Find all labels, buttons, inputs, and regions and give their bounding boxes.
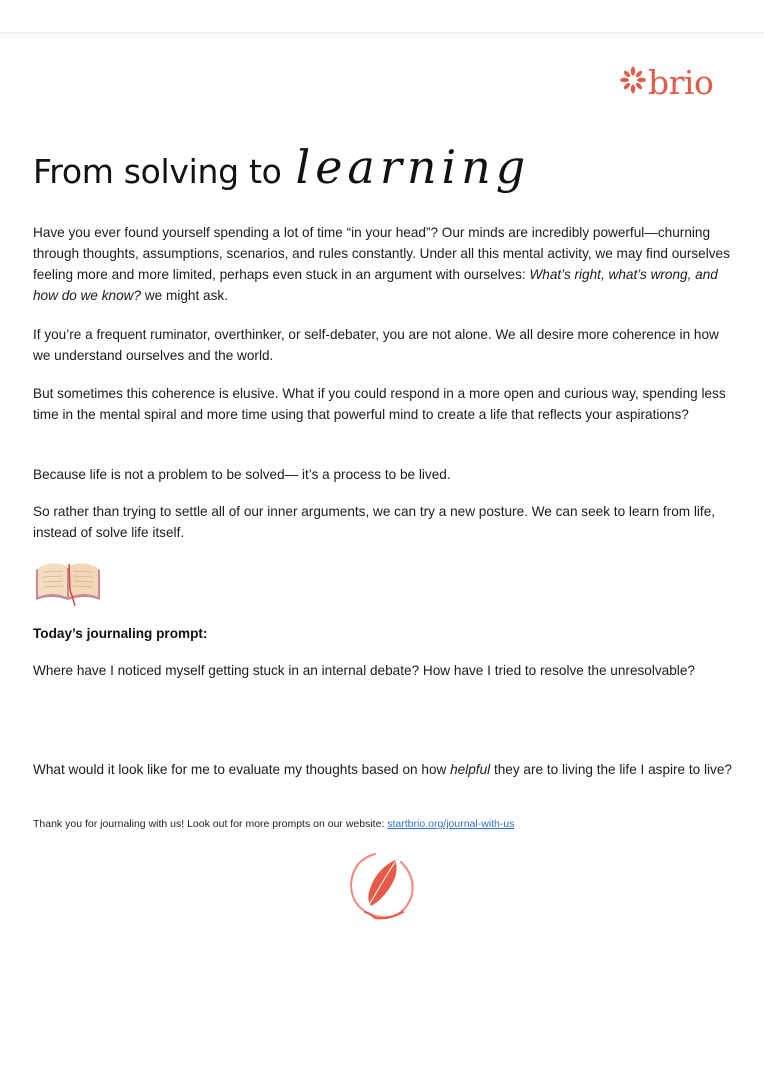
- title-plain-text: From solving to: [33, 152, 282, 191]
- footer-note: [33, 818, 514, 830]
- prompt-q2-italic: helpful: [450, 762, 491, 777]
- paragraph-posture: So rather than trying to settle all of our inner arguments, we can try a new posture. We can seek to learn from life, instead of solve life itself.: [33, 504, 716, 540]
- journal-website-link[interactable]: startbrio.org/journal-with-us: [387, 818, 515, 830]
- page-top-bar: [0, 0, 764, 33]
- brand-name: brio: [648, 62, 714, 102]
- top-bar-shadow: [0, 33, 764, 41]
- page-title: [33, 140, 530, 194]
- feather-quill-icon: [345, 848, 419, 922]
- paragraph-ruminator: If you’re a frequent ruminator, overthinker, or self-debater, you are not alone. We all desire more coherence in how we understand ourselves and the world.: [33, 327, 719, 363]
- intro-paragraph: [33, 222, 733, 306]
- prompt-q2-text-end: they are to living the life I aspire to live?: [490, 762, 732, 777]
- title-script-text: learning: [295, 140, 531, 194]
- flower-burst-icon: [620, 66, 646, 99]
- open-book-icon: [33, 560, 103, 606]
- paragraph-process: Because life is not a problem to be solved— it’s a process to be lived.: [33, 467, 451, 482]
- prompt-question-1: Where have I noticed myself getting stuck in an internal debate? How have I tried to resolve the unresolvable?: [33, 663, 695, 678]
- prompt-q2-text: What would it look like for me to evaluate my thoughts based on how: [33, 762, 451, 777]
- footer-text: Thank you for journaling with us! Look out for more prompts on our website:: [33, 818, 388, 830]
- intro-text: Have you ever found yourself spending a lot of time “in your head”? Our minds are incredibly powerful—churning through thoughts, assumptions, scenarios, and rules constantly. Under all this mental activity, we may find ourselves feeling more and more limited, perhaps even stuck in an argument with ourselves:: [33, 225, 730, 282]
- intro-text-end: we might ask.: [141, 288, 228, 303]
- prompt-question-2: [33, 759, 733, 780]
- brio-logo: [620, 62, 713, 102]
- journaling-prompt-heading: Today’s journaling prompt:: [33, 626, 208, 641]
- paragraph-coherence: But sometimes this coherence is elusive. What if you could respond in a more open and curious way, spending less time in the mental spiral and more time using that powerful mind to create a life that reflects your aspirations?: [33, 386, 726, 422]
- intro-italic-question: What’s right, what’s wrong, and how do we know?: [33, 267, 718, 303]
